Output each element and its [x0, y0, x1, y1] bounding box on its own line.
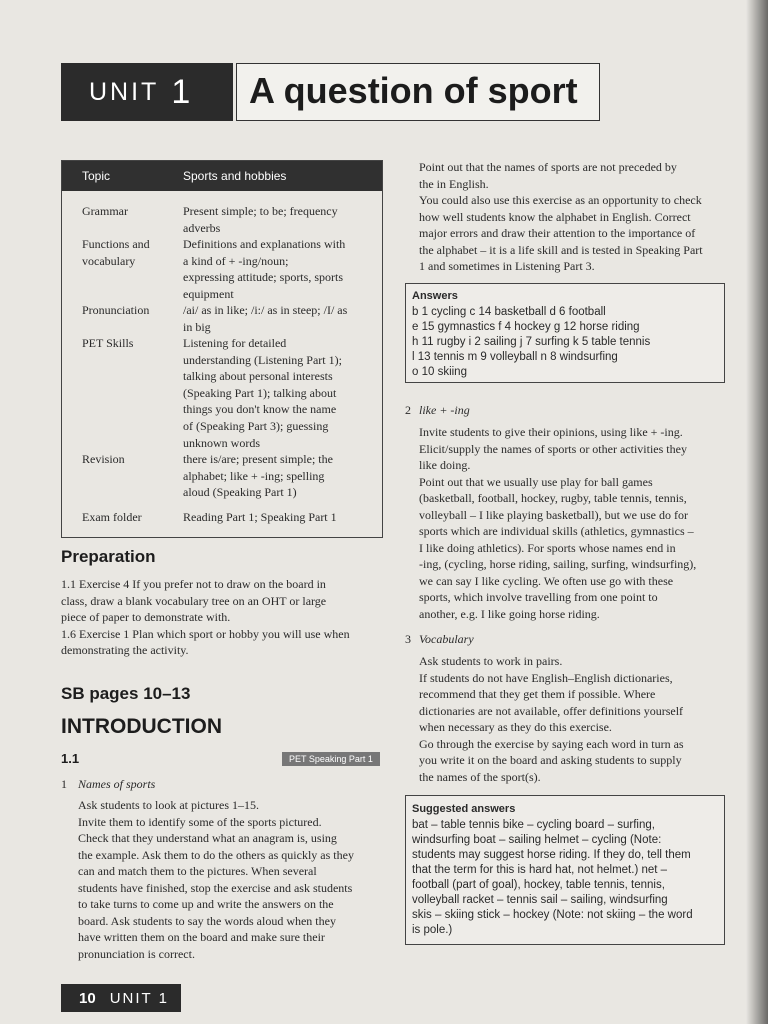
item-1-line: have written them on the board and make sure their [78, 930, 325, 944]
unit-title-box [236, 63, 600, 121]
item-3-number: 3 [405, 632, 411, 646]
pet-skills-line: things you don't know the name [183, 402, 337, 417]
preparation-line: 1.1 Exercise 4 If you prefer not to draw on the board in [61, 577, 326, 591]
section-1-1-label: 1.1 [61, 751, 80, 766]
pet-skills-line: talking about personal interests [183, 369, 333, 384]
answers-line: o 10 skiing [412, 366, 467, 378]
row-label-grammar: Grammar [82, 204, 128, 218]
right-intro-line: the alphabet – it is a life skill and is tested in Speaking Part [419, 242, 703, 257]
item-3-line: when necessary as they do this exercise. [419, 720, 612, 734]
item-2-line: (basketball, football, hockey, rugby, table tennis, tennis, [419, 491, 687, 505]
item-1-line: can and match them to the pictures. When several [78, 864, 317, 878]
exam-folder-line: Reading Part 1; Speaking Part 1 [183, 510, 337, 524]
suggested-line: that the term for this is hard hat, not helmet.) net – [412, 864, 668, 876]
suggested-line: is pole.) [412, 924, 453, 936]
answers-lines [412, 305, 650, 380]
topic-table-header [62, 161, 382, 191]
right-intro-line: 1 and sometimes in Listening Part 3. [419, 259, 595, 273]
row-value-functions [183, 236, 375, 302]
item-2-line: Elicit/supply the names of sports or other activities they [419, 441, 687, 456]
introduction-heading: INTRODUCTION [61, 715, 222, 738]
answers-box [405, 283, 725, 383]
suggested-line: football (part of goal), hockey, table tennis, tennis, [412, 879, 665, 891]
item-2-line: Invite students to give their opinions, using like + -ing. [419, 425, 683, 439]
right-intro-line: Point out that the names of sports are not preceded by [419, 160, 677, 174]
functions-line: equipment [183, 286, 234, 301]
pet-skills-line: Listening for detailed [183, 336, 287, 350]
item-2-title: like + -ing [419, 403, 470, 417]
item-2-text [419, 424, 729, 622]
right-intro-line: You could also use this exercise as an opportunity to check [419, 193, 702, 207]
item-3-line: you write it on the board and asking students to supply [419, 753, 682, 767]
functions-line: Definitions and explanations with [183, 237, 346, 251]
item-1-line: board. Ask students to say the words aloud when they [78, 913, 336, 928]
unit-number: 1 [171, 72, 191, 111]
grammar-line: adverbs [183, 220, 221, 235]
grammar-line: Present simple; to be; frequency [183, 204, 338, 218]
revision-line: there is/are; present simple; the [183, 452, 333, 466]
unit-word: UNIT [89, 77, 160, 106]
page-edge-shadow [746, 0, 768, 1024]
item-2-line: I like doing athletics). For sports whose names end in [419, 540, 676, 555]
pet-skills-line: of (Speaking Part 3); guessing [183, 418, 329, 433]
suggested-line: students may suggest horse riding. If they do, tell them [412, 849, 691, 861]
item-2-line: we can say I like cycling. We often use go with these [419, 573, 674, 588]
item-2-line: sports which are individual skills (athletics, gymnastics – [419, 524, 694, 538]
topic-head-left: Topic [82, 169, 111, 183]
sb-pages-heading: SB pages 10–13 [61, 684, 191, 703]
item-1-line: pronunciation is correct. [78, 946, 195, 961]
item-3-line: recommend that they get them if possible. Where [419, 687, 656, 701]
preparation-line: piece of paper to demonstrate with. [61, 610, 231, 624]
unit-title: A question of sport [249, 70, 578, 111]
item-3-title: Vocabulary [419, 632, 474, 646]
right-intro-line: the in English. [419, 176, 489, 191]
preparation-line: demonstrating the activity. [61, 643, 189, 657]
item-2-line: another, e.g. I like going horse riding. [419, 606, 600, 621]
row-value-exam-folder [183, 509, 375, 526]
pronunciation-line: in big [183, 319, 211, 334]
row-label-revision: Revision [82, 452, 125, 466]
item-3-text [419, 653, 729, 785]
answers-heading: Answers [412, 290, 458, 302]
suggested-answers-lines [412, 818, 693, 938]
functions-label-line: Functions and [82, 237, 150, 251]
preparation-line: class, draw a blank vocabulary tree on an OHT or large [61, 593, 327, 608]
item-2-line: sports, which involve travelling from one point to [419, 590, 658, 604]
row-value-revision [183, 451, 375, 501]
item-2-line: Point out that we usually use play for ball games [419, 474, 653, 489]
item-1-text [78, 797, 388, 962]
answers-line: e 15 gymnastics f 4 hockey g 12 horse riding [412, 321, 640, 333]
revision-line: alphabet; like + -ing; spelling [183, 468, 325, 483]
row-value-pet-skills [183, 335, 375, 451]
functions-line: a kind of + -ing/noun; [183, 253, 289, 268]
row-label-pronunciation: Pronunciation [82, 303, 150, 317]
revision-line: aloud (Speaking Part 1) [183, 485, 297, 500]
page-footer [61, 984, 181, 1012]
unit-label-box [61, 63, 233, 121]
item-1-line: Invite them to identify some of the sports pictured. [78, 814, 322, 829]
suggested-line: bat – table tennis bike – cycling board – surfing, [412, 819, 655, 831]
row-label-functions [82, 236, 180, 269]
pet-speaking-badge: PET Speaking Part 1 [282, 752, 380, 766]
preparation-text [61, 576, 386, 659]
item-3-line: Ask students to work in pairs. [419, 654, 563, 668]
topic-table [61, 160, 383, 538]
pet-skills-line: understanding (Listening Part 1); [183, 352, 342, 367]
row-label-pet-skills: PET Skills [82, 336, 134, 350]
item-1-line: Check that they understand what an anagram is, using [78, 831, 337, 845]
suggested-answers-box [405, 795, 725, 945]
preparation-heading: Preparation [61, 547, 156, 566]
functions-line: expressing attitude; sports, sports [183, 270, 343, 285]
pronunciation-line: /ai/ as in like; /i:/ as in steep; /I/ as [183, 303, 348, 317]
item-1-number: 1 [61, 777, 67, 791]
item-1-line: students have finished, stop the exercise and ask students [78, 880, 353, 895]
item-2-number: 2 [405, 403, 411, 417]
item-2-line: volleyball – I like playing basketball), but we use do for [419, 507, 688, 522]
pet-skills-line: (Speaking Part 1); talking about [183, 385, 337, 400]
right-intro-line: major errors and draw their attention to the importance of [419, 226, 696, 240]
functions-label-line: vocabulary [82, 253, 136, 268]
item-3-line: dictionaries are not available, offer definitions yourself [419, 703, 684, 718]
suggested-answers-heading: Suggested answers [412, 803, 516, 815]
preparation-line: 1.6 Exercise 1 Plan which sport or hobby you will use when [61, 626, 350, 641]
item-1-title: Names of sports [78, 777, 156, 791]
right-intro-line: how well students know the alphabet in English. Correct [419, 209, 691, 224]
footer-unit: UNIT 1 [109, 989, 169, 1007]
item-3-line: If students do not have English–English dictionaries, [419, 670, 673, 685]
pet-skills-line: unknown words [183, 435, 260, 450]
answers-line: b 1 cycling c 14 basketball d 6 football [412, 306, 606, 318]
item-2-line: -ing, (cycling, horse riding, sailing, surfing, windsurfing), [419, 557, 697, 571]
right-intro-text [419, 159, 729, 275]
item-3-line: Go through the exercise by saying each word in turn as [419, 736, 684, 751]
item-1-line: the example. Ask them to do the others as quickly as they [78, 847, 354, 862]
row-label-exam-folder: Exam folder [82, 510, 142, 524]
answers-line: h 11 rugby i 2 sailing j 7 surfing k 5 table tennis [412, 336, 651, 348]
item-1-line: Ask students to look at pictures 1–15. [78, 798, 259, 812]
suggested-line: skis – skiing stick – hockey (Note: not skiing – the word [412, 909, 693, 921]
answers-line: l 13 tennis m 9 volleyball n 8 windsurfing [412, 351, 618, 363]
suggested-line: volleyball racket – tennis sail – sailing, windsurfing [412, 894, 668, 906]
item-3-line: the names of the sport(s). [419, 769, 541, 784]
row-value-grammar [183, 203, 375, 236]
page-number: 10 [79, 989, 96, 1007]
item-2-line: like doing. [419, 458, 471, 472]
suggested-line: windsurfing boat – sailing helmet – cycling (Note: [412, 834, 662, 846]
item-1-line: to take turns to come up and write the answers on the [78, 897, 334, 911]
row-value-pronunciation [183, 302, 375, 335]
topic-head-right: Sports and hobbies [183, 169, 287, 183]
